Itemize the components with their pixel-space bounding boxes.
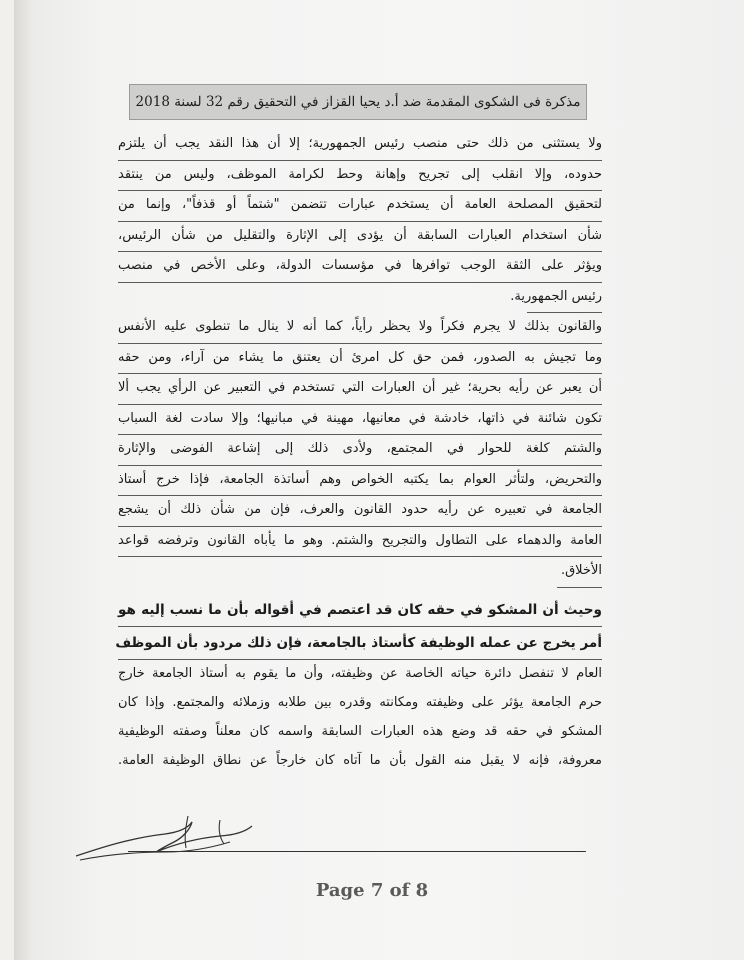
- text-line: وحيث أن المشكو في حقه كان قد اعتصم في أقواله بأن ما نسب إليه هو: [118, 594, 602, 627]
- handwritten-signature: [70, 808, 270, 868]
- text-line: لتحقيق المصلحة العامة أن يستخدم عبارات تتضمن "شتماً أو قذفاً"، وإنما من: [118, 191, 602, 222]
- document-header: [129, 84, 587, 120]
- text-line: والقانون بذلك لا يجرم فكراً ولا يحظر رأياً، كما أنه لا ينال ما تنطوى عليه الأنفس: [118, 313, 602, 344]
- signature-line: [128, 851, 586, 852]
- text-line: المشكو في حقه قد وضع هذه العبارات السابقة واسمه كان معلناً وصفته الوظيفية: [118, 723, 602, 739]
- page-edge-shadow: [14, 0, 32, 960]
- text-line: العام لا تنفصل دائرة حياته الخاصة عن وظيفته، وأن ما يقوم به أستاذ الجامعة خارج: [118, 665, 602, 681]
- text-line: والتحريض، ولتأثر العوام بما يكتبه الخواص وهم أساتذة الجامعة، فإذا خرج أستاذ: [118, 466, 602, 497]
- text-line: الجامعة في تعبيره عن رأيه حدود القانون والعرف، فإن من شأن ذلك أن يشجع: [118, 496, 602, 527]
- text-line: معروفة، فإنه لا يقبل منه القول بأن ما آتاه كان خارجاً عن نطاق الوظيفة العامة.: [118, 752, 602, 768]
- text-line: حدوده، وإلا انقلب إلى تجريح وإهانة وحط لكرامة الموظف، وليس من ينتقد: [118, 161, 602, 192]
- text-line: أمر يخرج عن عمله الوظيفة كأستاذ بالجامعة، فإن ذلك مردود بأن الموظف: [118, 627, 602, 660]
- text-line: حرم الجامعة يؤثر على وظيفته ومكانته وقدره بين طلابه وزملائه والمجتمع. وإذا كان: [118, 694, 602, 710]
- text-line: الأخلاق.: [557, 557, 602, 588]
- text-line: ولا يستثنى من ذلك حتى منصب رئيس الجمهورية؛ إلا أن هذا النقد يجب أن يلتزم: [118, 130, 602, 161]
- text-line: وما تجيش به الصدور، فمن حق كل امرئ أن يعتنق ما يشاء من آراء، ومن حقه: [118, 344, 602, 375]
- text-line: تكون شائنة في ذاتها، خادشة في معانيها، مهينة في مبانيها؛ وإلا سادت لغة السباب: [118, 405, 602, 436]
- text-line: ويؤثر على الثقة الوجب توافرها في مؤسسات الدولة، وعلى الأخص في منصب: [118, 252, 602, 283]
- text-line: شأن استخدام العبارات السابقة أن يؤدى إلى الإثارة والتقليل من شأن الرئيس،: [118, 222, 602, 253]
- text-line: والشتم كلغة للحوار في المجتمع، ولأدى ذلك إلى إشاعة الفوضى والإثارة: [118, 435, 602, 466]
- page-number: Page 7 of 8: [315, 880, 429, 901]
- text-line: رئيس الجمهورية.: [527, 283, 602, 314]
- text-line: أن يعبر عن رأيه بحرية؛ غير أن العبارات التي تستخدم في التعبير عن الرأي يجب ألا: [118, 374, 602, 405]
- header-title: مذكرة فى الشكوى المقدمة ضد أ.د يحيا القزاز في التحقيق رقم 32 لسنة 2018: [135, 94, 581, 110]
- text-line: العامة والدهماء على التطاول والتجريح والشتم. وهو ما يأباه القانون وترفضه قواعد: [118, 527, 602, 558]
- document-body: [115, 130, 602, 776]
